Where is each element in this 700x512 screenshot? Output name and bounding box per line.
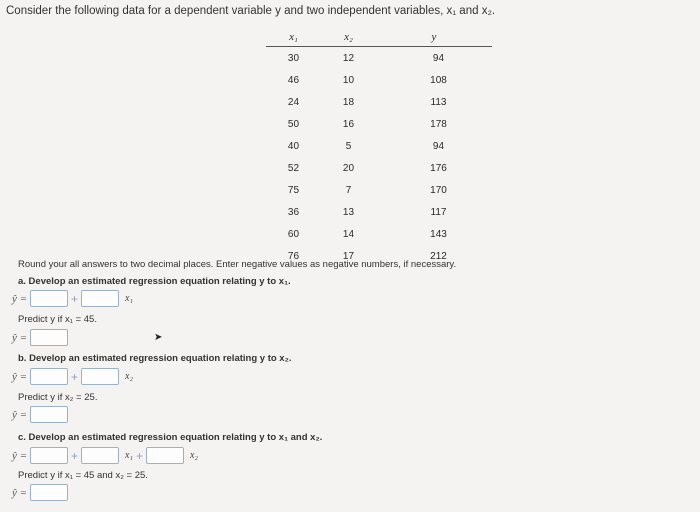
header-x1: x₁ xyxy=(266,28,321,47)
var-x2: x₂ xyxy=(125,371,133,382)
cell-x1: 60 xyxy=(287,228,300,240)
table-row xyxy=(266,201,492,223)
cell-x1: 30 xyxy=(287,52,300,64)
cell-y: 212 xyxy=(430,250,447,262)
cell-y: 178 xyxy=(430,118,447,130)
yhat-label: ŷ = xyxy=(12,331,28,344)
cell-x1: 46 xyxy=(287,74,300,86)
table-row xyxy=(266,91,492,113)
problem-intro: Consider the following data for a dependent variable y and two independent variables, x₁ and x₂. xyxy=(6,5,496,17)
table-row xyxy=(266,179,492,201)
table-row xyxy=(266,113,492,135)
cell-y: 113 xyxy=(430,96,447,108)
instructions: Round your all answers to two decimal places. Enter negative values as negative numbers, if necessary. xyxy=(18,259,457,270)
cell-x1: 52 xyxy=(287,162,300,174)
table-row xyxy=(266,69,492,91)
part-a-prediction xyxy=(12,329,68,346)
var-x1: x₁ xyxy=(125,293,133,304)
part-b-label: b. Develop an estimated regression equation relating y to x₂. xyxy=(18,353,292,364)
cell-x2: 16 xyxy=(342,118,355,130)
header-y: y xyxy=(376,28,492,47)
part-b-equation xyxy=(12,368,143,385)
cell-y: 94 xyxy=(432,52,445,64)
cell-x2: 18 xyxy=(342,96,355,108)
part-a-prediction-input[interactable] xyxy=(30,329,68,346)
cell-x2: 17 xyxy=(342,250,355,262)
cell-x1: 36 xyxy=(287,206,300,218)
cell-x2: 12 xyxy=(342,52,355,64)
yhat-label: ŷ = xyxy=(12,486,28,499)
part-b-slope-input[interactable] xyxy=(81,368,119,385)
table-row xyxy=(266,223,492,245)
cell-y: 176 xyxy=(430,162,447,174)
part-a-label: a. Develop an estimated regression equation relating y to x₁. xyxy=(18,276,291,287)
mouse-cursor-icon: ➤ xyxy=(154,332,163,343)
part-b-prediction-input[interactable] xyxy=(30,406,68,423)
cell-x2: 20 xyxy=(342,162,355,174)
part-c-x1-coef-input[interactable] xyxy=(81,447,119,464)
table-row xyxy=(266,47,492,70)
yhat-label: ŷ = xyxy=(12,449,28,462)
data-table xyxy=(266,28,492,267)
plus-sign: + xyxy=(135,448,143,463)
part-c-prediction-input[interactable] xyxy=(30,484,68,501)
part-b-prediction xyxy=(12,406,68,423)
part-c-x2-coef-input[interactable] xyxy=(146,447,184,464)
part-c-predict-label: Predict y if x₁ = 45 and x₂ = 25. xyxy=(18,470,148,481)
part-a-predict-label: Predict y if x₁ = 45. xyxy=(18,314,97,325)
cell-x2: 14 xyxy=(342,228,355,240)
cell-y: 170 xyxy=(430,184,447,196)
cell-x2: 13 xyxy=(342,206,355,218)
cell-x1: 76 xyxy=(287,250,300,262)
part-a-equation xyxy=(12,290,143,307)
table-row xyxy=(266,157,492,179)
part-c-intercept-input[interactable] xyxy=(30,447,68,464)
cell-x1: 24 xyxy=(287,96,300,108)
part-a-slope-input[interactable] xyxy=(81,290,119,307)
yhat-label: ŷ = xyxy=(12,370,28,383)
part-c-equation xyxy=(12,447,208,464)
cell-y: 108 xyxy=(430,74,447,86)
part-c-prediction xyxy=(12,484,68,501)
part-a-intercept-input[interactable] xyxy=(30,290,68,307)
part-c-label: c. Develop an estimated regression equation relating y to x₁ and x₂. xyxy=(18,432,323,443)
cell-x1: 40 xyxy=(287,140,300,152)
yhat-label: ŷ = xyxy=(12,292,28,305)
header-x2: x₂ xyxy=(321,28,376,47)
cell-x1: 50 xyxy=(287,118,300,130)
cell-y: 94 xyxy=(432,140,445,152)
var-x1: x₁ xyxy=(125,450,133,461)
part-b-predict-label: Predict y if x₂ = 25. xyxy=(18,392,98,403)
var-x2: x₂ xyxy=(189,450,198,461)
cell-x2: 10 xyxy=(342,74,355,86)
plus-sign: + xyxy=(71,369,79,384)
cell-x1: 75 xyxy=(287,184,300,196)
plus-sign: + xyxy=(71,448,79,463)
cell-x2: 7 xyxy=(345,184,352,196)
part-b-intercept-input[interactable] xyxy=(30,368,68,385)
table-row xyxy=(266,135,492,157)
yhat-label: ŷ = xyxy=(12,408,28,421)
cell-y: 117 xyxy=(430,206,447,218)
plus-sign: + xyxy=(71,291,79,306)
cell-y: 143 xyxy=(430,228,447,240)
cell-x2: 5 xyxy=(345,140,352,152)
